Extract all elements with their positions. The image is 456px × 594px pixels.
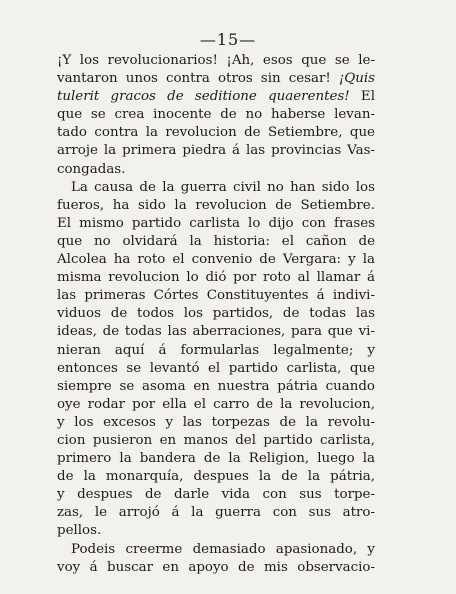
text-run: pellos. — [57, 523, 102, 539]
text-line — [57, 323, 375, 341]
text-run: vantaron unos contra otros sin cesar! — [57, 71, 339, 87]
text-line — [57, 179, 375, 197]
text-line — [57, 106, 375, 124]
text-line — [57, 251, 375, 269]
text-line — [57, 88, 375, 106]
text-run: que no olvidará la historia: el cañon de — [57, 233, 375, 249]
text-line — [57, 52, 375, 70]
text-run: nieran aquí á formularlas legalmente; y — [57, 342, 375, 358]
text-line — [57, 269, 375, 287]
text-line — [57, 197, 375, 215]
text-line — [57, 504, 375, 522]
text-line — [57, 432, 375, 450]
text-line — [57, 70, 375, 88]
text-line — [57, 522, 375, 540]
text-run: cion pusieron en manos del partido carlista, — [57, 432, 375, 448]
text-run: primero la bandera de la Religion, luego la — [57, 451, 375, 467]
text-run: zas, le arrojó á la guerra con sus atro- — [57, 505, 375, 521]
text-run: ideas, de todas las aberraciones, para que vi- — [57, 324, 375, 340]
text-line — [57, 342, 375, 360]
text-line — [57, 305, 375, 323]
text-run: y los excesos y las torpezas de la revolu- — [57, 414, 375, 430]
text-run: que se crea inocente de no haberse levan- — [57, 107, 375, 123]
text-line — [57, 396, 375, 414]
italic-text: tulerit gracos de seditione quaerentes! — [57, 89, 350, 105]
text-line — [57, 287, 375, 305]
text-run: tado contra la revolucion de Setiembre, que — [57, 125, 375, 141]
page-number: —15— — [199, 30, 257, 49]
text-line — [57, 541, 375, 559]
text-run: congadas. — [57, 161, 126, 177]
text-line — [57, 215, 375, 233]
text-run: entonces se levantó el partido carlista, que — [57, 360, 375, 376]
text-line — [57, 360, 375, 378]
text-run: siempre se asoma en nuestra pátria cuando — [57, 378, 375, 394]
text-run: Podeis creerme demasiado apasionado, y — [71, 541, 375, 557]
text-run: La causa de la guerra civil no han sido los — [71, 179, 375, 195]
text-run: y despues de darle vida con sus torpe- — [57, 487, 375, 503]
text-line — [57, 142, 375, 160]
text-run: las primeras Córtes Constituyentes á indivi- — [57, 288, 375, 304]
text-line — [57, 559, 375, 577]
text-run: oye rodar por ella el carro de la revolucion, — [57, 396, 375, 412]
text-run: ¡Y los revolucionarios! ¡Ah, esos que se le- — [57, 53, 375, 68]
text-run: viduos de todos los partidos, de todas las — [57, 306, 375, 322]
text-line — [57, 161, 375, 179]
text-line — [57, 233, 375, 251]
text-run: El — [349, 89, 375, 105]
text-line — [57, 124, 375, 142]
italic-text: ¡Quis — [338, 71, 375, 87]
text-line — [57, 450, 375, 468]
text-line — [57, 414, 375, 432]
text-run: fueros, ha sido la revolucion de Setiembre. — [57, 197, 375, 213]
text-run: voy á buscar en apoyo de mis observacio- — [57, 559, 375, 575]
text-run: Alcolea ha roto el convenio de Vergara: y la — [57, 252, 375, 268]
text-line — [57, 378, 375, 396]
text-run: misma revolucion lo dió por roto al llamar á — [57, 270, 375, 286]
body-text — [57, 52, 375, 577]
text-run: El mismo partido carlista lo dijo con frases — [57, 215, 375, 231]
text-line — [57, 468, 375, 486]
text-run: arroje la primera piedra á las provincias Vas- — [57, 143, 375, 159]
text-run: de la monarquía, despues la de la pátria, — [57, 469, 375, 485]
text-line — [57, 486, 375, 504]
